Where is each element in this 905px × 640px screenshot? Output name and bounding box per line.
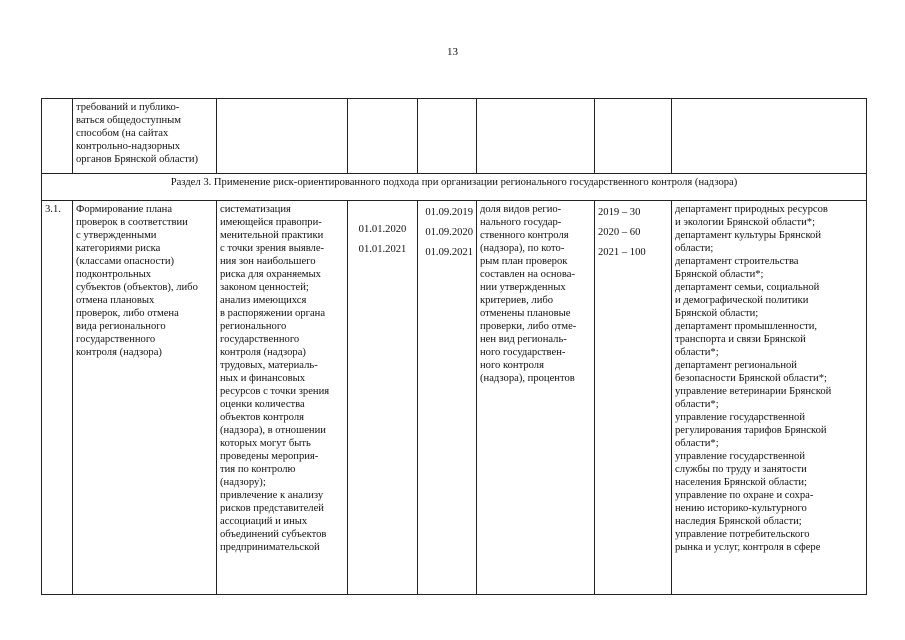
cell-end-dates xyxy=(418,201,477,595)
target-value: 2019 – 30 xyxy=(598,207,641,218)
start-date: 01.01.2021 xyxy=(358,244,407,255)
cell-responsible xyxy=(672,201,867,595)
responsible-text: департамент природных ресурсов и экологии Брянской области*; департамент культуры Брянской области; департамент строительства Брянской области*; департамент семьи, социальной и демографической политики Брянской области; департамент промышленности, транспорта и связи Брянской области*; департамент региональной безопасности Брянской области*; управление ветеринарии Брянской области*; управление государственной регулирования тарифов Брянской области*; управление государственной службы по труду и занятости населения Брянской области; управление по охране и сохра- нению историко-культурного наследия Брянской области; управление потребительского рынка и услуг, контроля в сфере xyxy=(675,204,832,553)
section-header-row xyxy=(42,174,867,201)
measures-table xyxy=(41,98,867,595)
cell-number-empty xyxy=(42,99,73,174)
cell-mechanism xyxy=(217,201,348,595)
cell-item-number: 3.1. xyxy=(42,201,73,595)
end-date: 01.09.2020 xyxy=(425,227,473,238)
cell-start-dates xyxy=(348,201,418,595)
cell-measure-continued xyxy=(73,99,217,174)
cell-indicator xyxy=(477,201,595,595)
target-value: 2021 – 100 xyxy=(598,247,646,258)
mechanism-text: систематизация имеющейся правопри- менительной практики с точки зрения выявле- ния зон наибольшего риска для охраняемых законом ценностей; анализ имеющихся в распоряжении органа регионального государственного контроля (надзора) трудовых, материаль- ных и финансовых ресурсов с точки зрения оценки количества объектов контроля (надзора), в отношении которых могут быть проведены мероприя- тия по контролю (надзору); привлечение к анализу рисков представителей ассоциаций и иных объединений субъектов предпринимательской xyxy=(220,204,330,553)
measure-continued-text: требований и публико- ваться общедоступным способом (на сайтах контрольно-надзорных органов Брянской области) xyxy=(76,102,199,165)
end-date: 01.09.2021 xyxy=(425,247,473,258)
target-value: 2020 – 60 xyxy=(598,227,641,238)
start-date: 01.01.2020 xyxy=(358,224,407,235)
cell-measure xyxy=(73,201,217,595)
measure-text: Формирование плана проверок в соответствии с утвержденными категориями риска (классами опасности) подконтрольных субъектов (объектов), либо отмена плановых проверок, либо отмена вида регионального государственного контроля (надзора) xyxy=(76,204,198,358)
section-title: Раздел 3. Применение риск-ориентированного подхода при организации регионального государственного контроля (надзора) xyxy=(42,174,867,201)
indicator-text: доля видов регио- нального государ- ственного контроля (надзора), по кото- рым план проверок составлен на основа- нии утвержденных критериев, либо отменены плановые проверки, либо отме- нен вид региональ- ного государствен- ного контроля (надзора), процентов xyxy=(480,204,577,384)
page-number: 13 xyxy=(447,46,458,58)
table-row-continuation xyxy=(42,99,867,174)
cell-targets xyxy=(595,201,672,595)
table-row-3-1 xyxy=(42,201,867,595)
end-date: 01.09.2019 xyxy=(425,207,473,218)
